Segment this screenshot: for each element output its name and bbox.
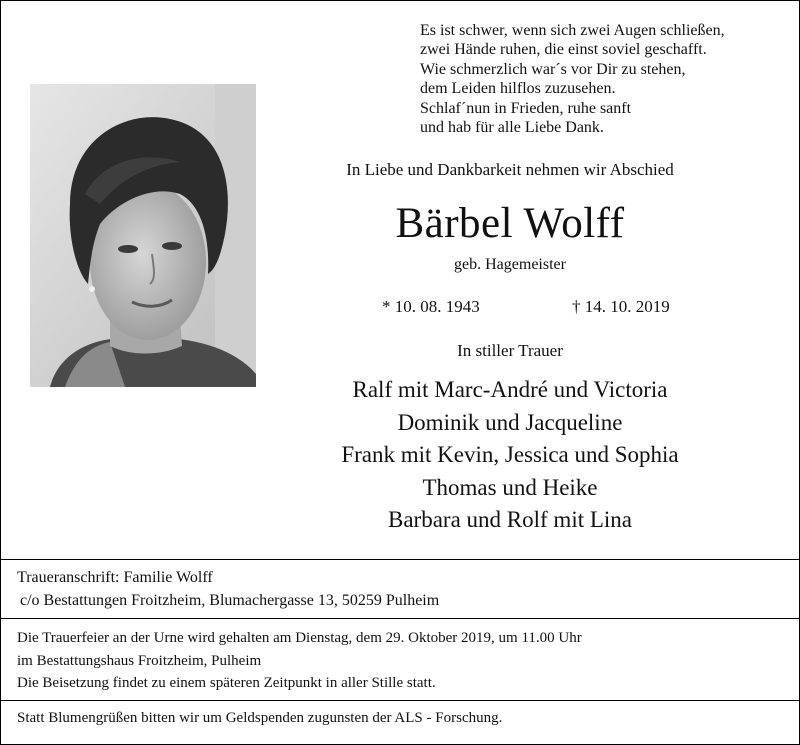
poem-line: Es ist schwer, wenn sich zwei Augen schließen, — [420, 22, 725, 39]
portrait-photo — [30, 84, 256, 387]
maiden-name: geb. Hagemeister — [454, 256, 566, 273]
mourner-line: Ralf mit Marc-André und Victoria — [352, 377, 668, 402]
birth-date: * 10. 08. 1943 — [382, 297, 480, 316]
divider — [0, 618, 800, 619]
poem-line: Wie schmerzlich war´s vor Dir zu stehen, — [420, 60, 686, 78]
mourner-line: Dominik und Jacqueline — [397, 409, 623, 435]
mourners-list — [260, 374, 760, 537]
mourner-line: Barbara und Rolf mit Lina — [388, 507, 632, 533]
death-date: † 14. 10. 2019 — [572, 297, 670, 316]
poem-line: dem Leiden hilflos zuzusehen. — [420, 80, 616, 98]
address-line: Traueranschrift: Familie Wolff — [17, 569, 213, 586]
mourner-line: Thomas und Heike — [422, 474, 598, 500]
ceremony-info — [17, 627, 582, 695]
address-line: c/o Bestattungen Froitzheim, Blumachergasse 13, 50259 Pulheim — [20, 591, 440, 609]
mourner-line: Frank mit Kevin, Jessica und Sophia — [341, 442, 679, 468]
mourning-address — [17, 567, 439, 612]
deceased-name: Bärbel Wolff — [395, 200, 625, 247]
farewell-intro: In Liebe und Dankbarkeit nehmen wir Abschied — [346, 160, 674, 179]
divider — [0, 559, 800, 560]
divider — [0, 700, 800, 701]
poem-line: Schlaf´nun in Frieden, ruhe sanft — [420, 99, 632, 117]
poem — [420, 21, 725, 137]
ceremony-line: Die Trauerfeier an der Urne wird gehalten am Dienstag, dem 29. Oktober 2019, um 11.00 Uhr — [17, 630, 582, 646]
ceremony-line: im Bestattungshaus Froitzheim, Pulheim — [17, 652, 262, 669]
donation-request: Statt Blumengrüßen bitten wir um Geldspenden zugunsten der ALS - Forschung. — [17, 710, 503, 726]
ceremony-line: Die Beisetzung findet zu einem späteren Zeitpunkt in aller Stille statt. — [17, 675, 436, 691]
poem-line: und hab für alle Liebe Dank. — [420, 119, 604, 137]
portrait-illustration — [30, 84, 256, 387]
mourning-phrase: In stiller Trauer — [457, 341, 563, 360]
poem-line: zwei Hände ruhen, die einst soviel geschafft. — [420, 41, 707, 59]
